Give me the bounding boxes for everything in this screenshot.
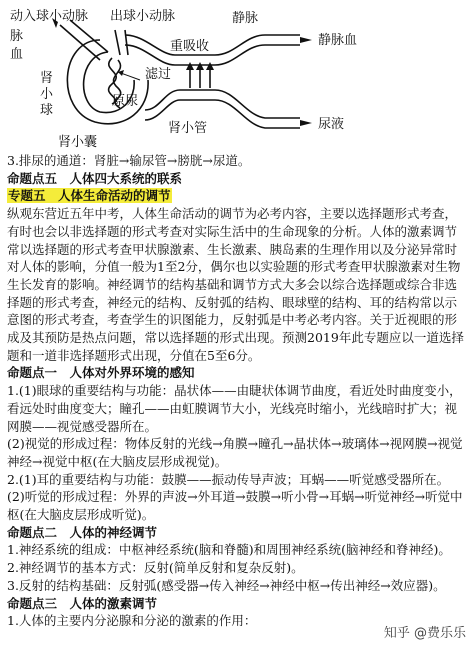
line-nervous-system: 1.神经系统的组成：中枢神经系统(脑和脊髓)和周围神经系统(脑神经和脊神经)。 bbox=[7, 542, 451, 558]
label-artery2: 血 bbox=[10, 47, 24, 62]
label-renal-capsule: 肾小囊 bbox=[58, 135, 98, 150]
paragraph-overview: 纵观东营近五年中考，人体生命活动的调节为必考内容，主要以选择题形式考查，有时也会以非选择题的形式考查对实际生活中的生命现象的分析。人体的激素调节常以选择题的形式考查甲状腺激素、生长激素、胰岛素的生理作用以及分泌异常时对人体的影响，分值一般为1至2分，偶尔也以实验题的形式考查甲状腺激素对生物生长发育的影响。神经调节的结构基础和调节方式大多会以综合选择题或综合非选择题的形式考查，神经元的结构、反射弧的结构、眼球壁的结构、耳的结构常以示意图的形式考查，考查学生的识图能力，反射弧是中考必考内容。关于近视眼的形成及其预防是热点问题，常以选择题的形式出现。预测2019年此专题应以一道选择题和一道非选择题形式出现，分值在5至6分。 bbox=[7, 206, 464, 363]
label-glomerulus-c: 球 bbox=[40, 103, 54, 118]
line-urination: 3.排尿的通道：肾脏→输尿管→膀胱→尿道。 bbox=[7, 153, 251, 168]
label-artery: 脉 bbox=[10, 29, 24, 44]
label-filtration: 滤过 bbox=[145, 67, 172, 82]
line-hearing: (2)听觉的形成过程：外界的声波→外耳道→鼓膜→听小骨→耳蜗→听觉神经→听觉中枢(在大脑皮层形成听觉)。 bbox=[7, 489, 463, 523]
heading-point1: 命题点一 人体对外界环境的感知 bbox=[7, 365, 195, 381]
label-vein: 静脉 bbox=[232, 11, 259, 26]
label-vein-blood: 静脉血 bbox=[318, 33, 358, 48]
label-urine: 尿液 bbox=[318, 117, 345, 132]
body-text bbox=[7, 152, 469, 630]
line-reflex: 2.神经调节的基本方式：反射(简单反射和复杂反射)。 bbox=[7, 560, 304, 576]
label-tubule: 肾小管 bbox=[168, 121, 208, 136]
heading-point3: 命题点三 人体的激素调节 bbox=[7, 595, 158, 611]
label-reabsorption: 重吸收 bbox=[170, 39, 210, 54]
label-efferent: 出球小动脉 bbox=[110, 9, 176, 24]
line-reflex-arc: 3.反射的结构基础：反射弧(感受器→传入神经→神经中枢→传出神经→效应器)。 bbox=[7, 577, 446, 593]
heading-topic5 bbox=[7, 187, 469, 205]
watermark: 知乎 @费乐乐 bbox=[383, 626, 466, 641]
line-glands: 1.人体的主要内分泌腺和分泌的激素的作用： bbox=[7, 613, 257, 629]
kidney-diagram bbox=[0, 0, 474, 152]
nephron-svg bbox=[0, 0, 474, 152]
line-ear-structure: 2.(1)耳的重要结构与功能：鼓膜——振动传导声波；耳蜗——听觉感受器所在。 bbox=[7, 471, 450, 487]
line-vision: (2)视觉的形成过程：物体反射的光线→角膜→瞳孔→晶状体→玻璃体→视网膜→视觉神经→视觉中枢(在大脑皮层形成视觉)。 bbox=[7, 436, 463, 469]
label-glomerulus-a: 肾 bbox=[40, 71, 54, 86]
topic5-highlight: 专题五 人体生命活动的调节 bbox=[8, 188, 171, 204]
line-eye-structure: 1.(1)眼球的重要结构与功能：晶状体——由睫状体调节曲度，看近处时曲度变小，看远处时曲度变大；瞳孔——由虹膜调节大小，光线亮时缩小，光线暗时扩大；视网膜——视觉感受器所在。 bbox=[7, 383, 462, 434]
label-primary-urine: 原尿 bbox=[112, 94, 139, 109]
heading-point5: 命题点五 人体四大系统的联系 bbox=[7, 170, 183, 186]
label-afferent: 动入球小动脉 bbox=[10, 9, 89, 24]
label-glomerulus-b: 小 bbox=[40, 87, 54, 102]
heading-point2: 命题点二 人体的神经调节 bbox=[7, 524, 158, 540]
